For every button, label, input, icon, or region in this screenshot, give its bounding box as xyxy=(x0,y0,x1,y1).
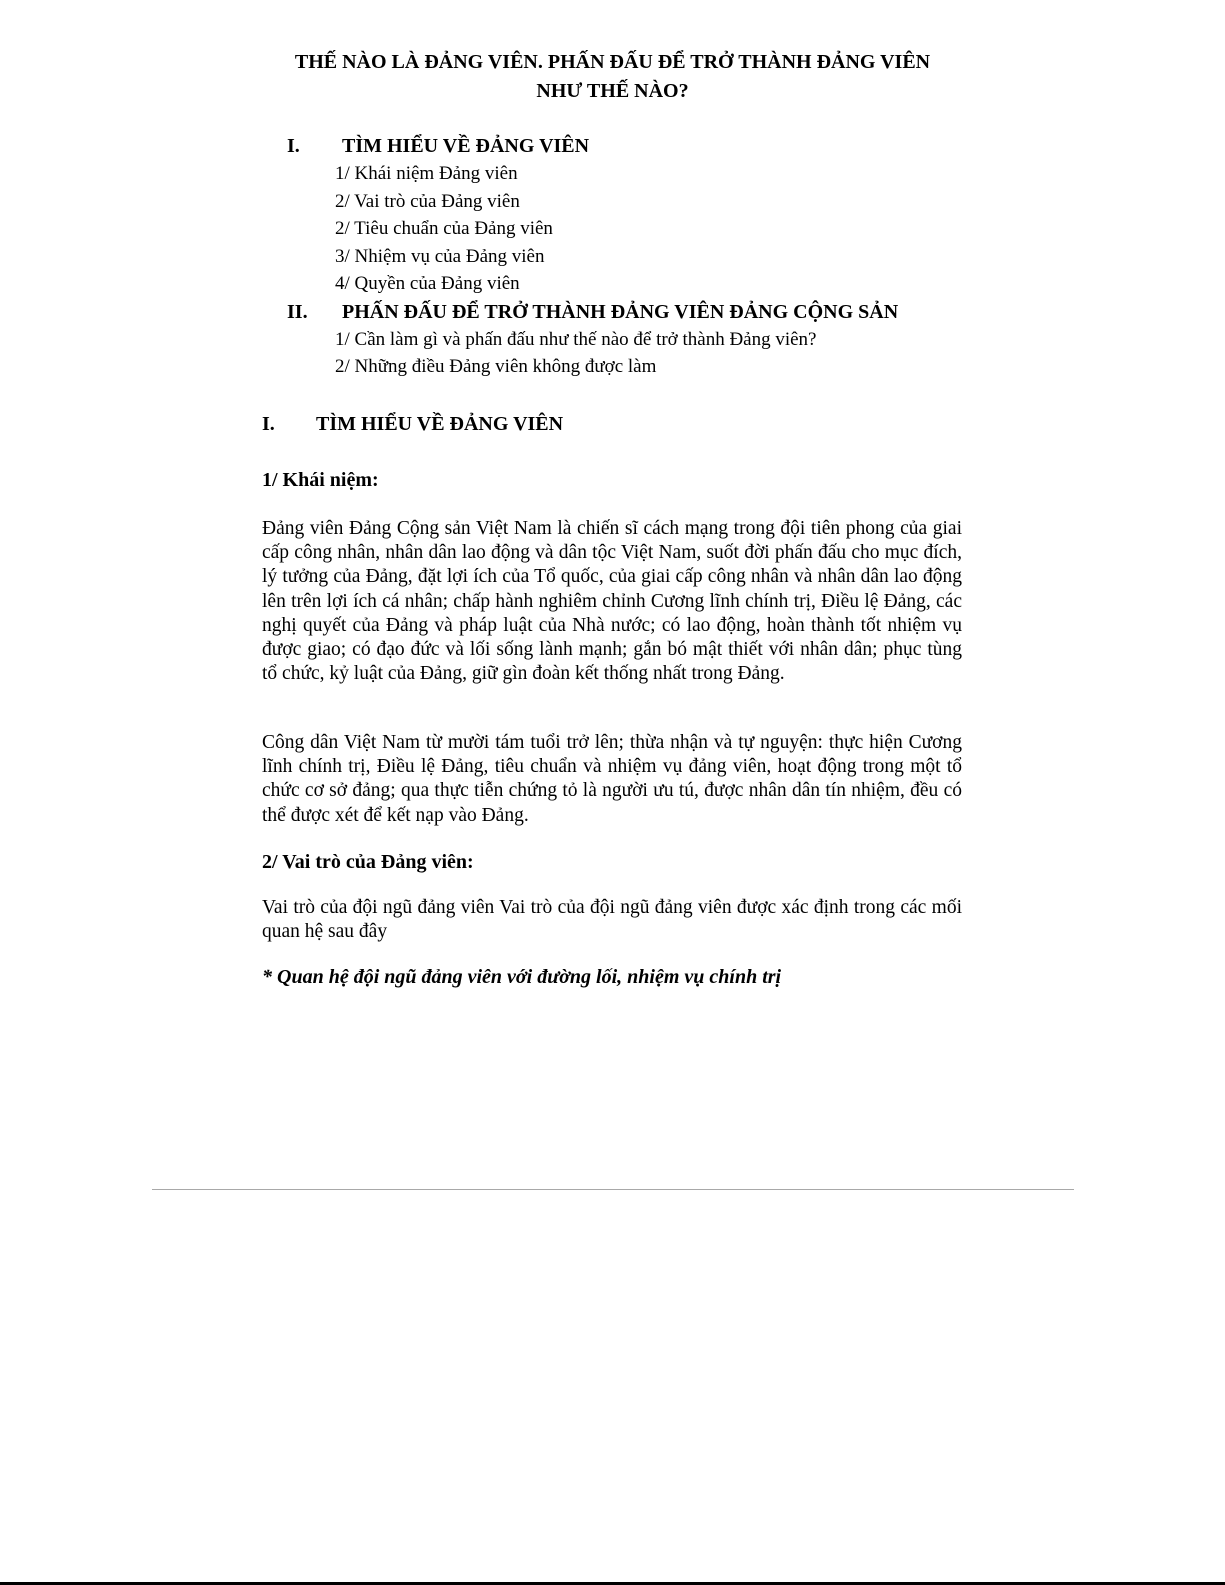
concept-heading: 1/ Khái niệm: xyxy=(262,469,379,491)
page-divider xyxy=(152,1189,1074,1190)
toc-section-heading xyxy=(287,132,987,160)
section-heading xyxy=(262,410,563,438)
toc-item: 2/ Những điều Đảng viên không được làm xyxy=(335,356,657,377)
toc-item: 2/ Tiêu chuẩn của Đảng viên xyxy=(335,218,553,239)
section-number: I. xyxy=(262,413,275,435)
page-title xyxy=(255,48,970,106)
toc-item: 1/ Cần làm gì và phấn đấu như thế nào để trở thành Đảng viên? xyxy=(335,328,817,350)
concept-paragraph-2: Công dân Việt Nam từ mười tám tuổi trở lên; thừa nhận và tự nguyện: thực hiện Cương lĩnh chính trị, Điều lệ Đảng, tiêu chuẩn và nhiệm vụ đảng viên, hoạt động trong một tổ chức cơ sở đảng; qua thực tiễn chứng tỏ là người ưu tú, được nhân dân tín nhiệm, đều có thể được xét để kết nạp vào Đảng. xyxy=(262,732,962,826)
toc-item: 4/ Quyền của Đảng viên xyxy=(335,273,520,294)
toc-item: 3/ Nhiệm vụ của Đảng viên xyxy=(335,245,545,267)
role-heading: 2/ Vai trò của Đảng viên: xyxy=(262,851,474,873)
toc-item: 1/ Khái niệm Đảng viên xyxy=(335,163,518,184)
title-line-1: THẾ NÀO LÀ ĐẢNG VIÊN. PHẤN ĐẤU ĐỂ TRỞ THÀNH ĐẢNG VIÊN xyxy=(294,51,931,73)
toc-section-title: PHẤN ĐẤU ĐỂ TRỞ THÀNH ĐẢNG VIÊN ĐẢNG CỘNG SẢN xyxy=(342,300,899,323)
toc-section-heading xyxy=(287,298,987,326)
toc-section-title: TÌM HIỂU VỀ ĐẢNG VIÊN xyxy=(342,135,590,157)
title-line-2: NHƯ THẾ NÀO? xyxy=(536,80,689,102)
toc-section-number: II. xyxy=(287,300,308,323)
section-title: TÌM HIỂU VỀ ĐẢNG VIÊN xyxy=(316,413,564,435)
role-paragraph: Vai trò của đội ngũ đảng viên Vai trò của đội ngũ đảng viên được xác định trong các mối quan hệ sau đây xyxy=(262,897,962,943)
table-of-contents xyxy=(287,132,987,381)
concept-paragraph-1: Đảng viên Đảng Cộng sản Việt Nam là chiến sĩ cách mạng trong đội tiên phong của giai cấp công nhân, nhân dân lao động và dân tộc Việt Nam, suốt đời phấn đấu cho mục đích, lý tưởng của Đảng, đặt lợi ích của Tổ quốc, của giai cấp công nhân và nhân dân lao động lên trên lợi ích cá nhân; chấp hành nghiêm chỉnh Cương lĩnh chính trị, Điều lệ Đảng, các nghị quyết của Đảng và pháp luật của Nhà nước; có lao động, hoàn thành tốt nhiệm vụ được giao; có đạo đức và lối sống lành mạnh; gắn bó mật thiết với nhân dân; phục tùng tổ chức, kỷ luật của Đảng, giữ gìn đoàn kết thống nhất trong Đảng. xyxy=(262,518,962,685)
toc-item: 2/ Vai trò của Đảng viên xyxy=(335,190,520,212)
relation-heading: * Quan hệ đội ngũ đảng viên với đường lối, nhiệm vụ chính trị xyxy=(262,966,782,988)
toc-section-number: I. xyxy=(287,135,300,157)
